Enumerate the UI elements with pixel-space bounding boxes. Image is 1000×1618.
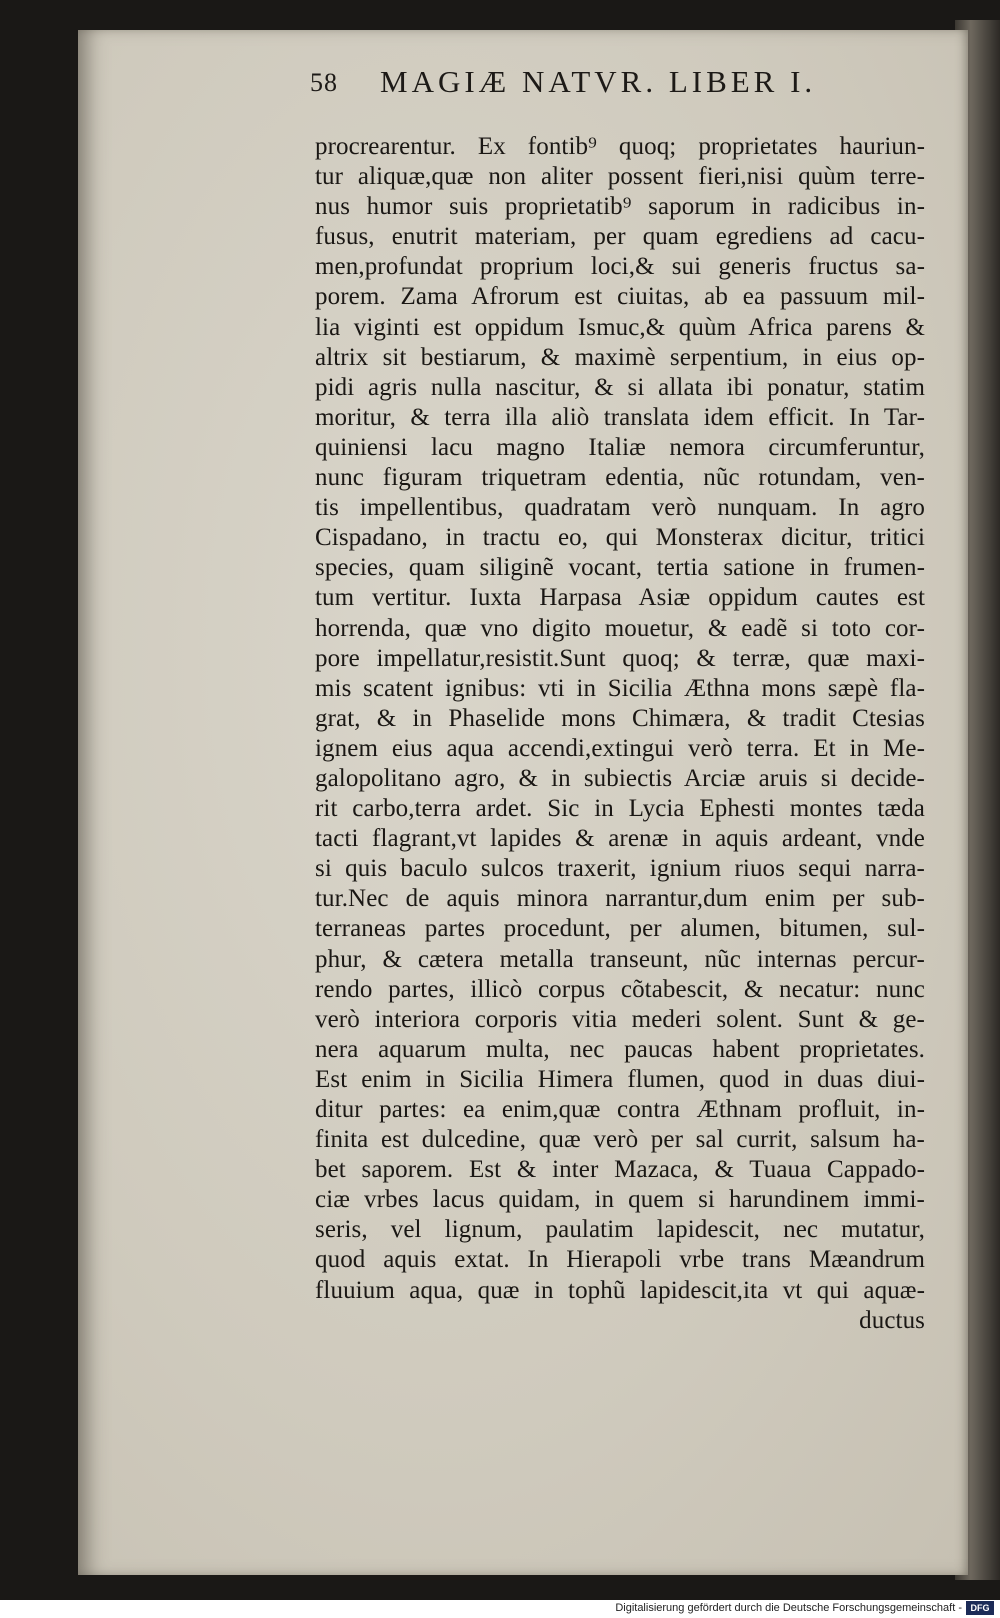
text-line: species, quam siliginẽ vocant, tertia satione in frumen- bbox=[315, 554, 925, 582]
text-line: nera aquarum multa, nec paucas habent proprietates. bbox=[315, 1035, 925, 1063]
text-line: si quis baculo sulcos traxerit, ignium riuos sequi narra- bbox=[315, 855, 925, 883]
funding-credit: Digitalisierung gefördert durch die Deutsche Forschungsgemeinschaft - bbox=[615, 1602, 962, 1614]
text-line: finita est dulcedine, quæ verò per sal currit, salsum ha- bbox=[315, 1126, 925, 1154]
text-line: tum vertitur. Iuxta Harpasa Asiæ oppidum cautes est bbox=[315, 584, 925, 612]
text-line: pore impellatur,resistit.Sunt quoq; & terræ, quæ maxi- bbox=[315, 644, 925, 672]
text-line: verò interiora corporis vitia mederi solent. Sunt & ge- bbox=[315, 1005, 925, 1033]
text-line: Cispadano, in tractu eo, qui Monsterax dicitur, tritici bbox=[315, 524, 925, 552]
text-line: grat, & in Phaselide mons Chimæra, & tradit Ctesias bbox=[315, 704, 925, 732]
text-line: rit carbo,terra ardet. Sic in Lycia Ephesti montes tæda bbox=[315, 795, 925, 823]
text-line: men,profundat proprium loci,& sui generis fructus sa- bbox=[315, 253, 925, 281]
text-line: Est enim in Sicilia Himera flumen, quod in duas diui- bbox=[315, 1065, 925, 1093]
text-line: bet saporem. Est & inter Mazaca, & Tuaua Cappado- bbox=[315, 1156, 925, 1184]
text-line: tur.Nec de aquis minora narrantur,dum enim per sub- bbox=[315, 885, 925, 913]
text-line: tis impellentibus, quadratam verò nunquam. In agro bbox=[315, 494, 925, 522]
text-line: fluuium aqua, quæ in tophũ lapidescit,ita vt qui aquæ- bbox=[315, 1276, 925, 1304]
text-line: fusus, enutrit materiam, per quam egrediens ad cacu- bbox=[315, 223, 925, 251]
folio-number: 58 bbox=[310, 68, 338, 97]
text-line: quiniensi lacu magno Italiæ nemora circumferuntur, bbox=[315, 433, 925, 461]
text-line: ignem eius aqua accendi,extingui verò terra. Et in Me- bbox=[315, 734, 925, 762]
text-line: procrearentur. Ex fontib⁹ quoq; proprietates hauriun- bbox=[315, 133, 925, 160]
text-line: phur, & cætera metalla transeunt, nũc internas percur- bbox=[315, 945, 925, 973]
text-line: nunc figuram triquetram edentia, nũc rotundam, ven- bbox=[315, 464, 925, 492]
text-line: altrix sit bestiarum, & maximè serpentium, in eius op- bbox=[315, 343, 925, 371]
text-line: tacti flagrant,vt lapides & arenæ in aquis ardeant, vnde bbox=[315, 825, 925, 853]
text-line: porem. Zama Afrorum est ciuitas, ab ea passuum mil- bbox=[315, 283, 925, 311]
text-line: pidi agris nulla nascitur, & si allata ibi ponatur, statim bbox=[315, 373, 925, 401]
text-line: quod aquis extat. In Hierapoli vrbe trans Mæandrum bbox=[315, 1246, 925, 1274]
text-line: nus humor suis proprietatib⁹ saporum in radicibus in- bbox=[315, 193, 925, 221]
text-line: ductus bbox=[859, 1306, 925, 1334]
running-head: MAGIÆ NATVR. LIBER I. bbox=[380, 64, 817, 99]
text-line: ditur partes: ea enim,quæ contra Æthnam profluit, in- bbox=[315, 1096, 925, 1123]
body-text bbox=[315, 132, 925, 1336]
text-line: mis scatent ignibus: vti in Sicilia Æthna mons sæpè fla- bbox=[315, 674, 925, 702]
text-line: tur aliquæ,quæ non aliter possent fieri,nisi quùm terre- bbox=[315, 163, 925, 191]
text-line: moritur, & terra illa aliò translata idem efficit. In Tar- bbox=[315, 403, 925, 431]
page-header bbox=[230, 64, 930, 108]
text-line: lia viginti est oppidum Ismuc,& quùm Africa parens & bbox=[315, 313, 925, 341]
text-line: horrenda, quæ vno digito mouetur, & eadẽ si toto cor- bbox=[315, 614, 925, 642]
dfg-logo: DFG bbox=[966, 1601, 994, 1615]
text-line: rendo partes, illicò corpus cõtabescit, & necatur: nunc bbox=[315, 975, 925, 1003]
text-line: seris, vel lignum, paulatim lapidescit, nec mutatur, bbox=[315, 1216, 925, 1244]
text-line: terraneas partes procedunt, per alumen, bitumen, sul- bbox=[315, 915, 925, 943]
text-line: ciæ vrbes lacus quidam, in quem si harundinem immi- bbox=[315, 1186, 925, 1214]
text-line: galopolitano agro, & in subiectis Arciæ aruis si decide- bbox=[315, 764, 925, 792]
